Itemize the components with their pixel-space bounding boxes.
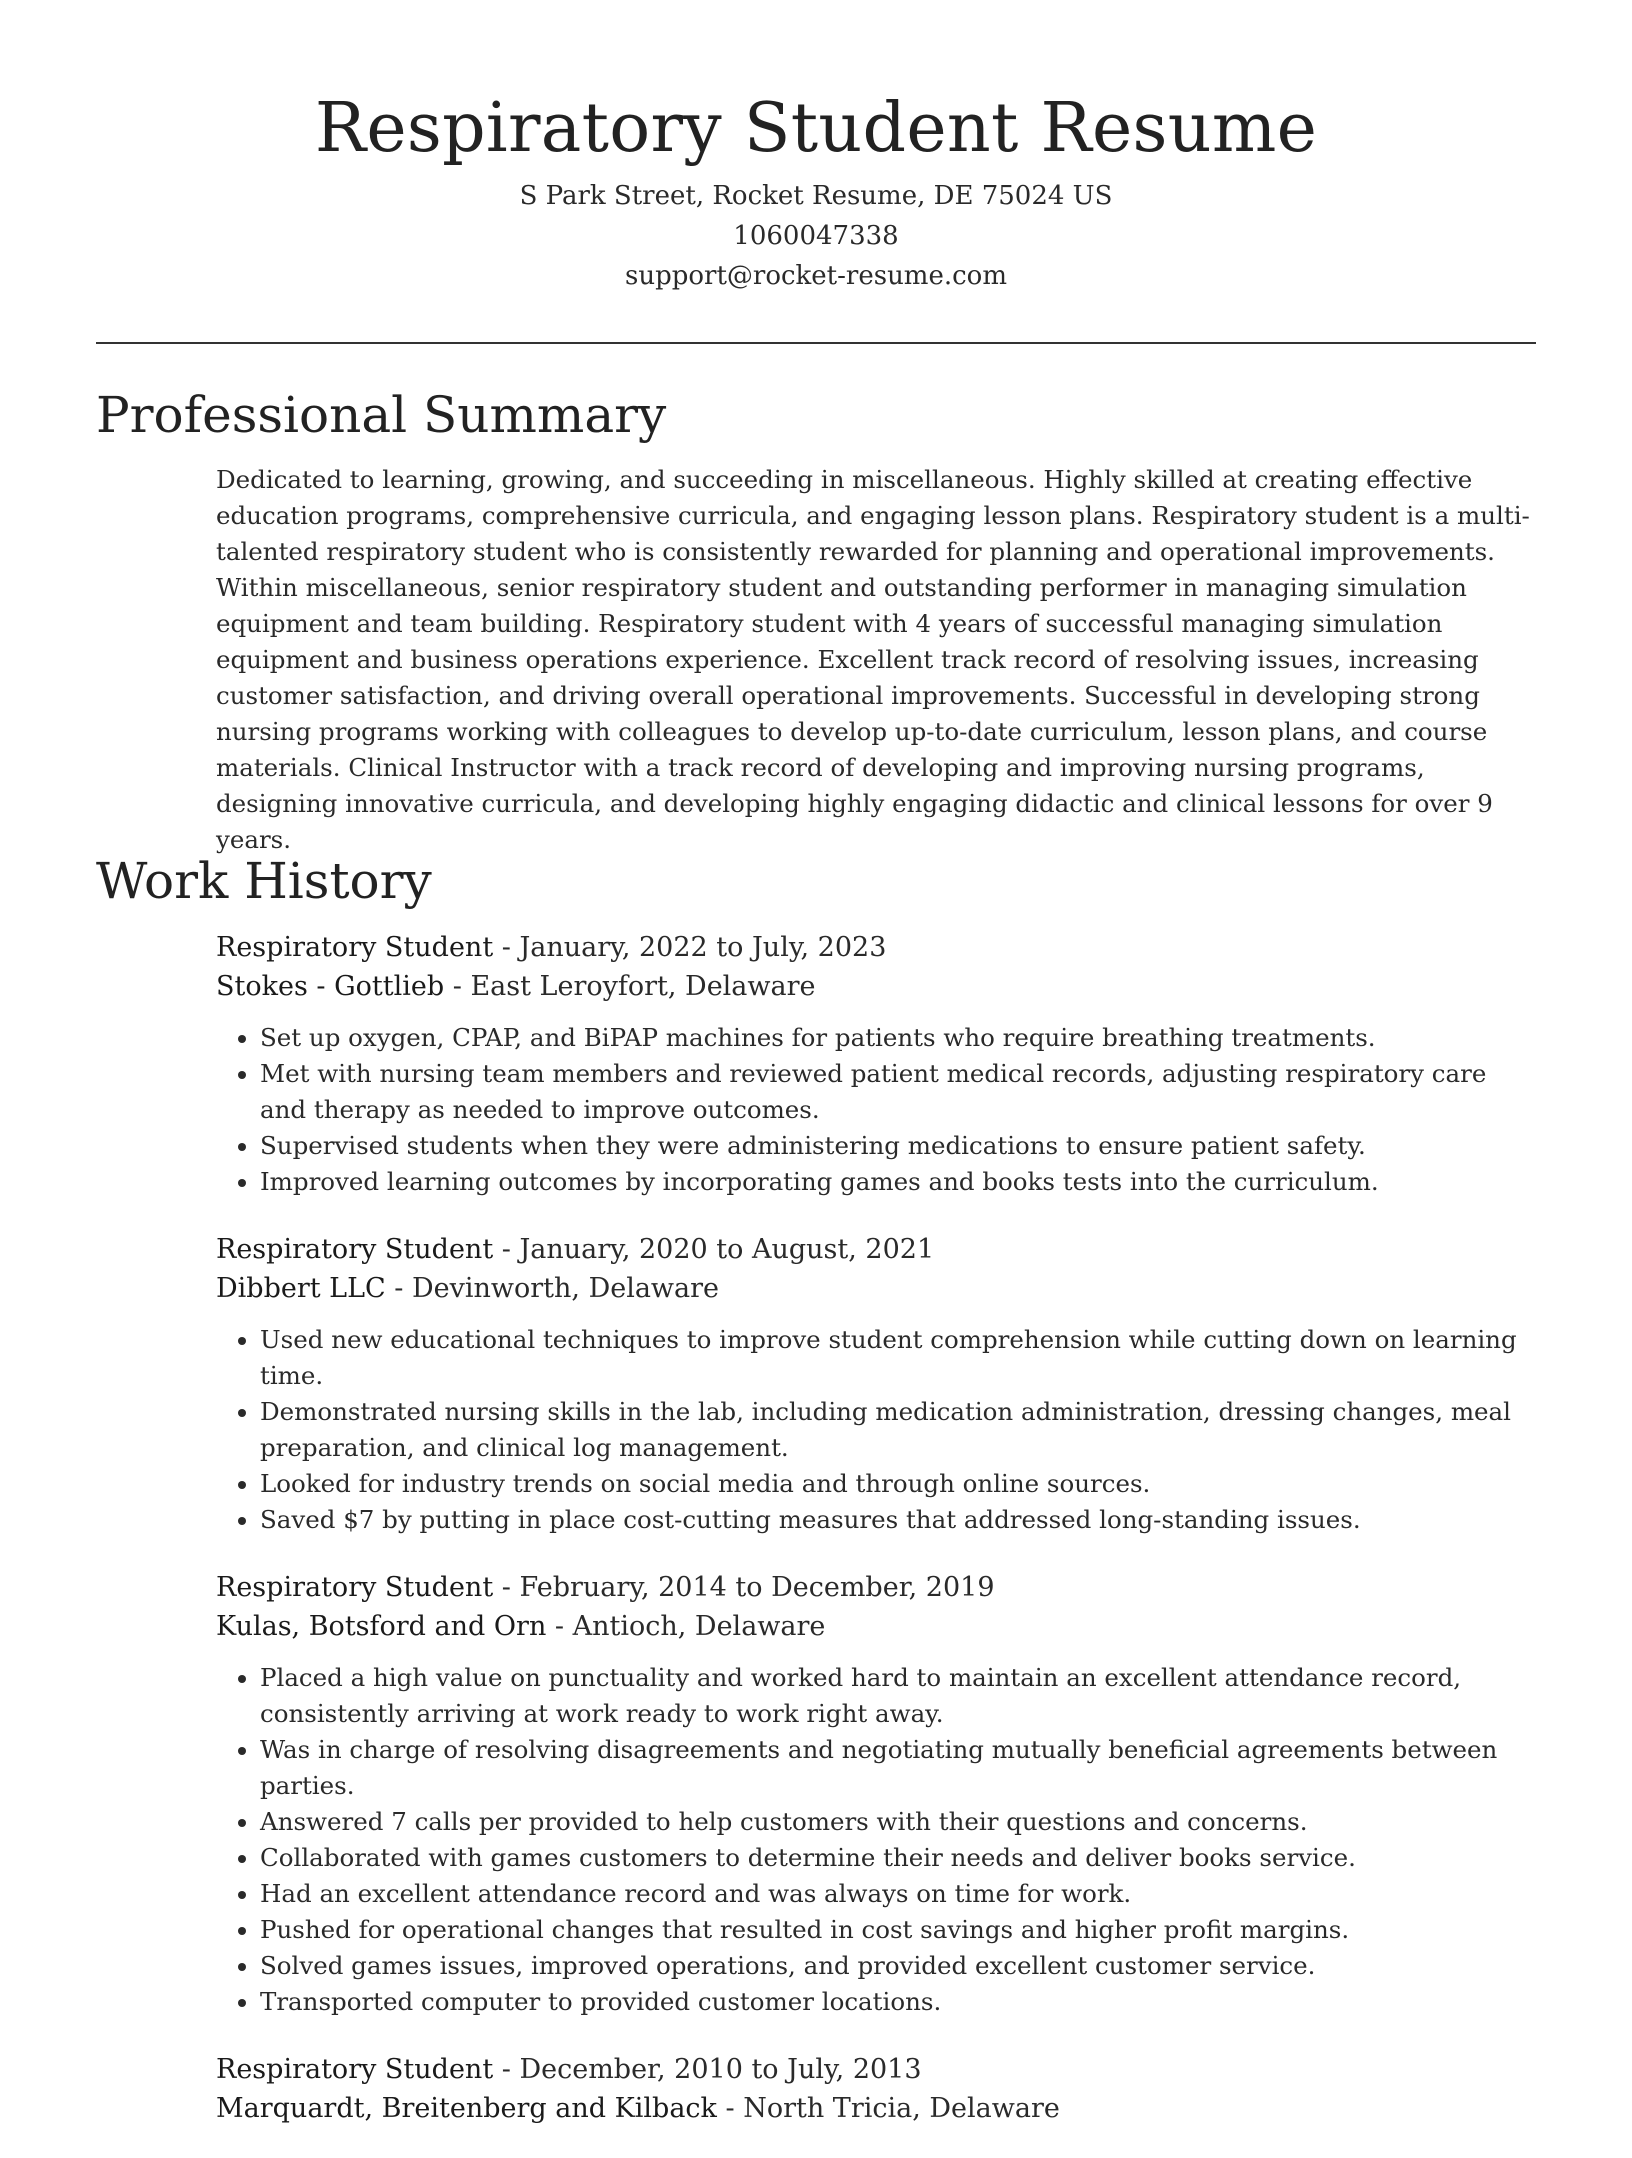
work-history-list [216,928,1536,2158]
job-title: Respiratory Student [216,932,494,963]
job-bullet-list [216,1020,1536,1200]
job-entry [216,928,1536,1200]
job-title-line [216,928,1536,967]
job-separator: - [385,1273,412,1304]
summary-text: Dedicated to learning, growing, and succeeding in miscellaneous. Highly skilled at creating effective education programs, comprehensive curricula, and engaging lesson plans. Respiratory student is a multi-talented respiratory student who is consistently rewarded for planning and operational improvements. Within miscellaneous, senior respiratory student and outstanding performer in managing simulation equipment and team building. Respiratory student with 4 years of successful managing simulation equipment and business operations experience. Excellent track record of resolving issues, increasing customer satisfaction, and driving overall operational improvements. Successful in developing strong nursing programs working with colleagues to develop up-to-date curriculum, lesson plans, and course materials. Clinical Instructor with a track record of developing and improving nursing programs, designing innovative curricula, and developing highly engaging didactic and clinical lessons for over 9 years. [216,465,1530,854]
job-bullet: • Demonstrated nursing skills in the lab, including medication administration, dressing changes, meal preparation, and clinical log management. [260,1394,1536,1466]
job-separator: - [444,971,471,1002]
job-company: Dibbert LLC [216,1273,386,1304]
resume-title: Respiratory Student Resume [314,89,1318,168]
summary-heading: Professional Summary [96,386,667,444]
job-bullet: • Was in charge of resolving disagreements and negotiating mutually beneficial agreements between parties. [260,1732,1536,1804]
job-entry [216,1568,1536,2020]
job-separator: - [546,1611,573,1642]
job-company: Kulas, Botsford and Orn [216,1611,547,1642]
job-title-line [216,1230,1536,1269]
job-bullet-list [216,1322,1536,1538]
job-bullet: • Pushed for operational changes that resulted in cost savings and higher profit margins. [260,1912,1536,1948]
job-dates: February, 2014 to December, 2019 [519,1572,995,1603]
job-bullet: • Looked for industry trends on social media and through online sources. [260,1466,1536,1502]
job-bullet: • Set up oxygen, CPAP, and BiPAP machines for patients who require breathing treatments. [260,1020,1536,1056]
job-bullet: • Met with nursing team members and reviewed patient medical records, adjusting respiratory care and therapy as needed to improve outcomes. [260,1056,1536,1128]
job-bullet-list [216,1660,1536,2020]
job-location: North Tricia, Delaware [743,2093,1060,2124]
job-bullet: • Transported computer to provided customer locations. [260,1984,1536,2020]
job-separator: - [493,1572,520,1603]
header-divider [96,342,1536,344]
job-dates: December, 2010 to July, 2013 [519,2054,922,2085]
contact-email: support@rocket-resume.com [624,261,1007,291]
job-title-line [216,1568,1536,1607]
resume-header [96,84,1536,296]
job-bullet: • Used new educational techniques to improve student comprehension while cutting down on learning time. [260,1322,1536,1394]
job-bullet: • Answered 7 calls per provided to help customers with their questions and concerns. [260,1804,1536,1840]
work-history-heading: Work History [96,852,432,910]
job-separator: - [716,2093,744,2124]
job-location: Devinworth, Delaware [411,1273,720,1304]
contact-phone: 1060047338 [733,221,899,251]
contact-block [96,176,1536,296]
job-bullet: • Improved learning outcomes by incorporating games and books tests into the curriculum. [260,1164,1536,1200]
job-company: Marquardt, Breitenberg and Kilback [216,2093,717,2124]
contact-address: S Park Street, Rocket Resume, DE 75024 US [519,181,1113,211]
job-company-line [216,967,1536,1006]
job-entry [216,1230,1536,1538]
job-separator: - [493,932,520,963]
job-title: Respiratory Student [216,1572,494,1603]
job-bullet: • Collaborated with games customers to determine their needs and deliver books service. [260,1840,1536,1876]
job-location: Antioch, Delaware [572,1611,826,1642]
job-company-line [216,2089,1536,2128]
job-company: Stokes - Gottlieb [216,971,445,1002]
job-dates: January, 2020 to August, 2021 [519,1234,935,1265]
job-title: Respiratory Student [216,1234,494,1265]
job-dates: January, 2022 to July, 2023 [519,932,887,963]
job-title-line [216,2050,1536,2089]
job-entry [216,2050,1536,2128]
job-bullet: • Saved $7 by putting in place cost-cutting measures that addressed long-standing issues. [260,1502,1536,1538]
job-separator: - [493,2054,520,2085]
job-bullet: • Placed a high value on punctuality and worked hard to maintain an excellent attendance record, consistently arriving at work ready to work right away. [260,1660,1536,1732]
job-bullet: • Supervised students when they were administering medications to ensure patient safety. [260,1128,1536,1164]
job-company-line [216,1607,1536,1646]
job-bullet: • Solved games issues, improved operations, and provided excellent customer service. [260,1948,1536,1984]
job-title: Respiratory Student [216,2054,494,2085]
job-separator: - [493,1234,520,1265]
job-location: East Leroyfort, Delaware [470,971,816,1002]
job-company-line [216,1269,1536,1308]
job-bullet: • Had an excellent attendance record and was always on time for work. [260,1876,1536,1912]
